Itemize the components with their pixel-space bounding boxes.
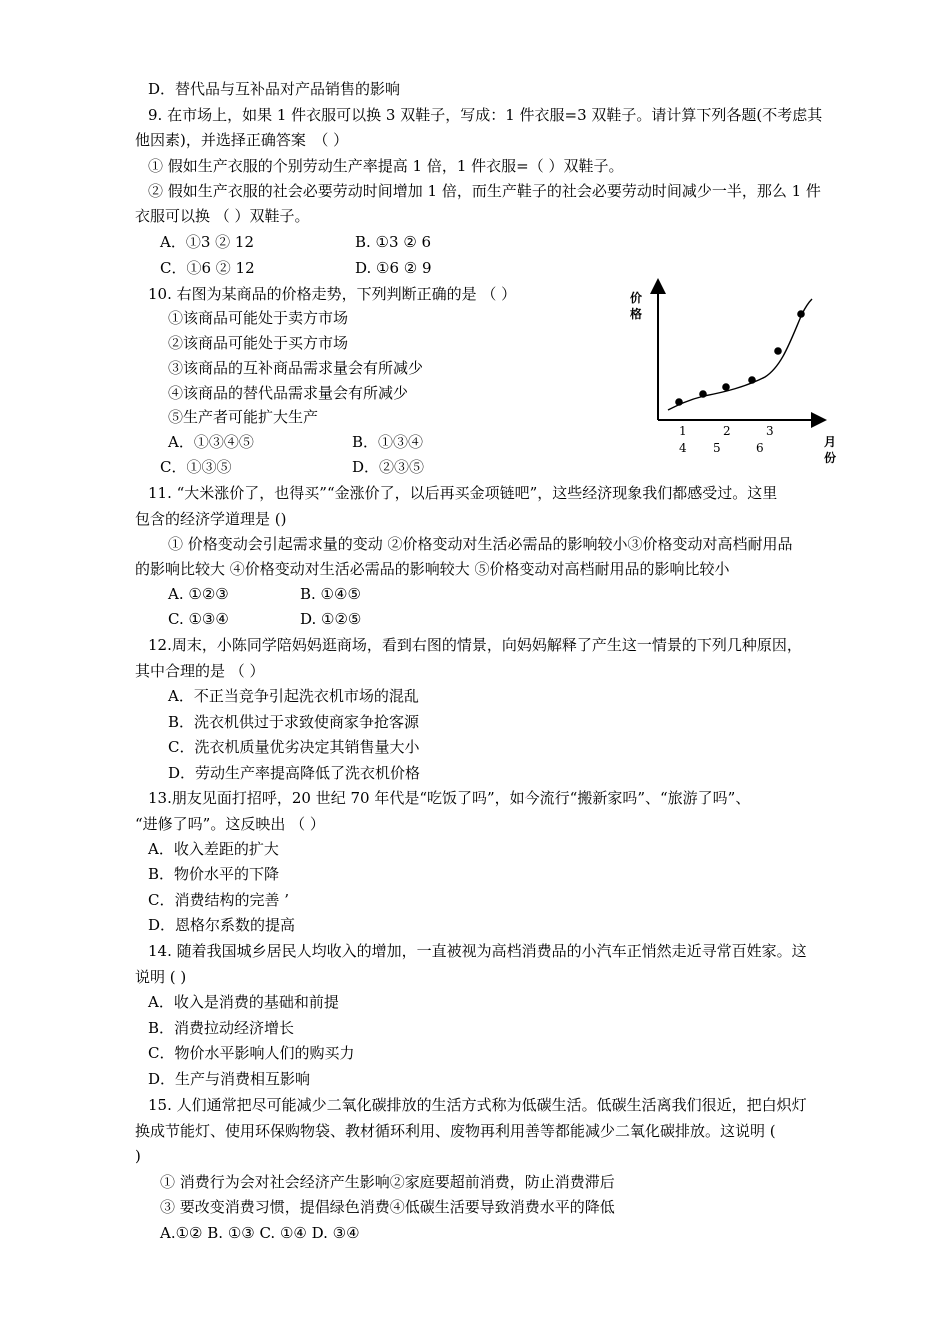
q10-option-c: C．①③⑤	[160, 458, 232, 476]
x-tick-4: 4	[679, 441, 687, 455]
y-axis-label-1: 价	[630, 291, 643, 305]
q11-items-1: ① 价格变动会引起需求量的变动 ②价格变动对生活必需品的影响较小③价格变动对高档耐用品	[168, 535, 793, 553]
question-15-text-cont: 换成节能灯、使用环保购物袋、教材循环利用、废物再利用善等都能减少二氧化碳排放。这说明 (	[135, 1122, 776, 1140]
q15-options: A.①② B. ①③ C. ①④ D. ③④	[160, 1224, 360, 1242]
price-trend-chart	[620, 272, 850, 472]
question-14-text: 14. 随着我国城乡居民人均收入的增加，一直被视为高档消费品的小汽车正悄然走近寻常百姓家。这	[148, 942, 807, 960]
x-axis-label-2: 份	[824, 451, 837, 465]
q9-sub-2: ② 假如生产衣服的社会必要劳动时间增加 1 倍，而生产鞋子的社会必要劳动时间减少一半，那么 1 件	[148, 182, 821, 200]
q15-items-2: ③ 要改变消费习惯，提倡绿色消费④低碳生活要导致消费水平的降低	[160, 1198, 615, 1216]
data-point-4	[748, 376, 756, 384]
y-axis-label-2: 格	[630, 307, 643, 321]
q10-item-5: ⑤生产者可能扩大生产	[168, 408, 319, 426]
q14-option-d: D．生产与消费相互影响	[148, 1070, 311, 1088]
x-tick-5: 5	[713, 441, 721, 455]
q10-option-b: B．①③④	[352, 433, 424, 451]
question-9-text-cont: 他因素)，并选择正确答案 （ ）	[135, 131, 349, 149]
option-d-q8: D．替代品与互补品对产品销售的影响	[148, 80, 401, 98]
question-10-text: 10. 右图为某商品的价格走势，下列判断正确的是 （ ）	[148, 285, 517, 303]
q10-item-3: ③该商品的互补商品需求量会有所减少	[168, 359, 424, 377]
q13-option-d: D．恩格尔系数的提高	[148, 916, 296, 934]
data-point-2	[699, 390, 707, 398]
q12-option-a: A．不正当竞争引起洗衣机市场的混乱	[168, 687, 419, 705]
x-tick-6: 6	[756, 441, 764, 455]
q10-option-d: D．②③⑤	[352, 458, 425, 476]
question-11-text-cont: 包含的经济学道理是 ()	[135, 510, 287, 528]
data-point-1	[675, 398, 683, 406]
q10-option-a: A．①③④⑤	[168, 433, 254, 451]
question-13-text-cont: “进修了吗”。这反映出 （ ）	[135, 815, 325, 833]
question-9-text: 9. 在市场上，如果 1 件衣服可以换 3 双鞋子，写成：1 件衣服=3 双鞋子。请计算下列各题(不考虑其	[148, 106, 823, 124]
data-point-5	[774, 347, 782, 355]
data-point-3	[722, 383, 730, 391]
x-tick-1: 1	[679, 424, 687, 438]
q13-option-c: C．消费结构的完善 ’	[148, 891, 290, 909]
question-12-text-cont: 其中合理的是 （ ）	[135, 662, 265, 680]
q13-option-b: B．物价水平的下降	[148, 865, 280, 883]
q14-option-b: B．消费拉动经济增长	[148, 1019, 295, 1037]
q12-option-b: B．洗衣机供过于求致使商家争抢客源	[168, 713, 420, 731]
question-14-text-cont: 说明 ( )	[135, 968, 187, 986]
q9-option-a: A．①3 ② 12	[160, 233, 254, 251]
question-13-text: 13.朋友见面打招呼，20 世纪 70 年代是“吃饭了吗”，如今流行“搬新家吗”、“旅游了吗”、	[148, 789, 751, 807]
q9-sub-1: ① 假如生产衣服的个别劳动生产率提高 1 倍，1 件衣服=（ ）双鞋子。	[148, 157, 624, 175]
q13-option-a: A．收入差距的扩大	[148, 840, 279, 858]
q9-sub-2-cont: 衣服可以换 （ ）双鞋子。	[135, 207, 310, 225]
q14-option-c: C．物价水平影响人们的购买力	[148, 1044, 355, 1062]
q11-option-c: C. ①③④	[168, 610, 229, 628]
question-15-text: 15. 人们通常把尽可能减少二氧化碳排放的生活方式称为低碳生活。低碳生活离我们很近，把白炽灯	[148, 1096, 807, 1114]
q11-option-b: B. ①④⑤	[300, 585, 361, 603]
x-axis-label-1: 月	[824, 435, 837, 449]
q9-option-d: D. ①6 ② 9	[355, 259, 432, 277]
q11-option-a: A. ①②③	[168, 585, 229, 603]
q11-items-2: 的影响比较大 ④价格变动对生活必需品的影响较大 ⑤价格变动对高档耐用品的影响比较小	[135, 560, 730, 578]
q9-option-c: C．①6 ② 12	[160, 259, 255, 277]
price-curve	[668, 299, 812, 410]
data-point-6	[797, 310, 805, 318]
q10-item-1: ①该商品可能处于卖方市场	[168, 309, 349, 327]
q12-option-d: D．劳动生产率提高降低了洗衣机价格	[168, 764, 421, 782]
x-tick-2: 2	[723, 424, 731, 438]
q15-items-1: ① 消费行为会对社会经济产生影响②家庭要超前消费，防止消费滞后	[160, 1173, 615, 1191]
x-tick-3: 3	[766, 424, 774, 438]
q10-item-2: ②该商品可能处于买方市场	[168, 334, 349, 352]
question-12-text: 12.周末，小陈同学陪妈妈逛商场，看到右图的情景，向妈妈解释了产生这一情景的下列几种原因，	[148, 636, 802, 654]
q14-option-a: A．收入是消费的基础和前提	[148, 993, 339, 1011]
question-11-text: 11. “大米涨价了，也得买”“金涨价了，以后再买金项链吧”，这些经济现象我们都感受过。这里	[148, 484, 778, 502]
q11-option-d: D. ①②⑤	[300, 610, 362, 628]
q10-item-4: ④该商品的替代品需求量会有所减少	[168, 384, 409, 402]
question-15-text-cont2: )	[135, 1147, 141, 1165]
q12-option-c: C．洗衣机质量优劣决定其销售量大小	[168, 738, 420, 756]
q9-option-b: B. ①3 ② 6	[355, 233, 432, 251]
